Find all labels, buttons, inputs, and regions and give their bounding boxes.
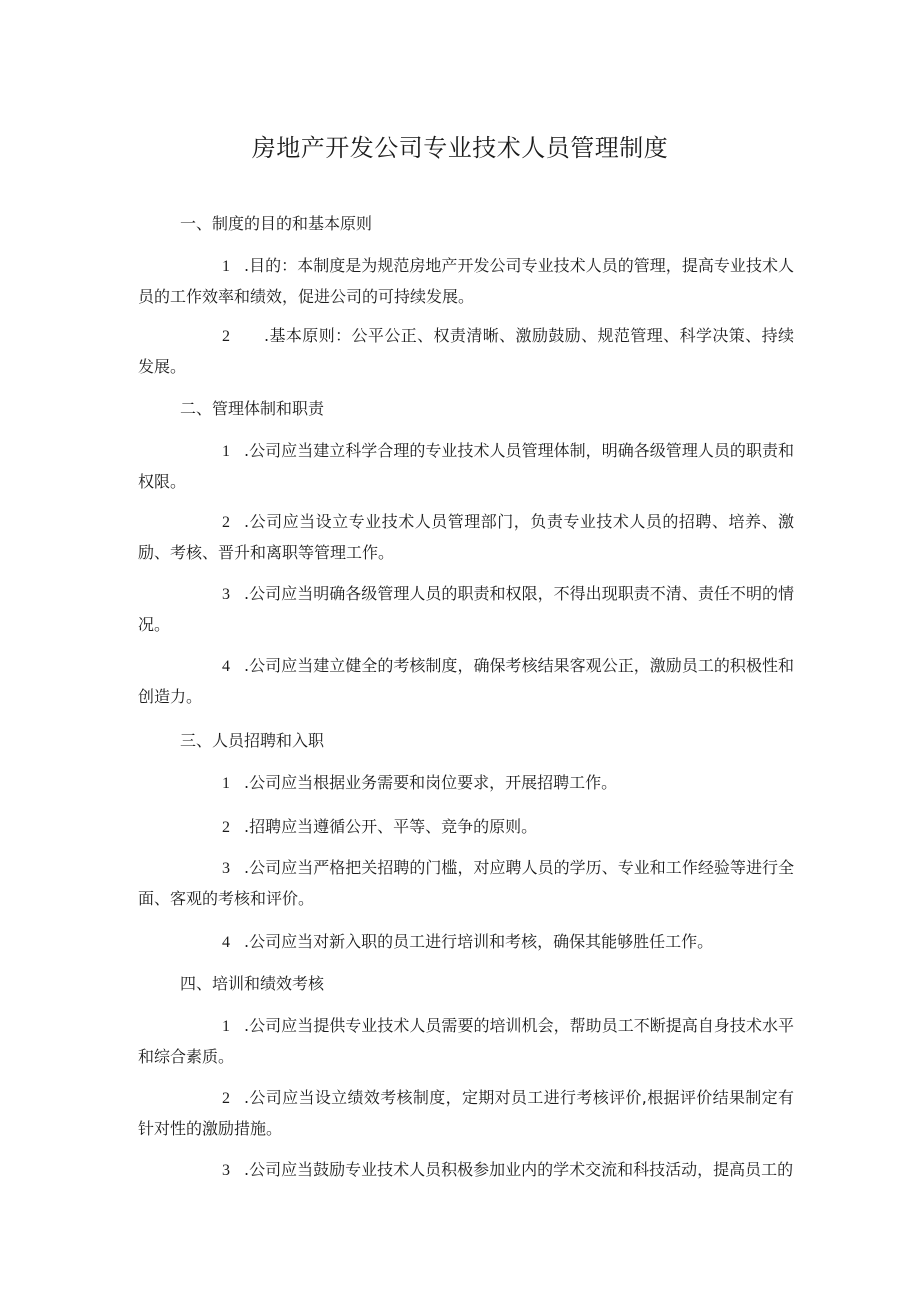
clause-text: .公司应当严格把关招聘的门槛，对应聘人员的学历、专业和工作经验等进行全面、客观的考核和评价。	[138, 858, 794, 908]
clause	[138, 579, 794, 640]
clause-number: 3	[222, 1162, 230, 1179]
clause	[138, 1083, 794, 1144]
clause-text: .公司应当对新入职的员工进行培训和考核，确保其能够胜任工作。	[244, 932, 714, 951]
clause-number: 2	[222, 1090, 230, 1107]
clause-number: 2	[222, 514, 230, 531]
section-heading: 二、管理体制和职责	[180, 399, 325, 418]
clause	[138, 927, 794, 958]
clause-number: 1	[222, 1018, 230, 1035]
clause-text: .公司应当设立绩效考核制度，定期对员工进行考核评价,根据评价结果制定有针对性的激励措施。	[138, 1088, 794, 1138]
clause-number: 2	[222, 328, 230, 345]
clause-text: .公司应当建立健全的考核制度，确保考核结果客观公正，激励员工的积极性和创造力。	[138, 656, 794, 706]
clause-number: 3	[222, 586, 230, 603]
clause-text: .公司应当明确各级管理人员的职责和权限，不得出现职责不清、责任不明的情况。	[138, 584, 794, 634]
clause-text: .公司应当根据业务需要和岗位要求，开展招聘工作。	[244, 773, 618, 792]
clause	[138, 321, 794, 382]
clause	[138, 812, 794, 843]
clause	[138, 853, 794, 914]
document-title: 房地产开发公司专业技术人员管理制度	[251, 134, 669, 162]
clause	[138, 651, 794, 712]
clause-number: 1	[222, 258, 230, 275]
clause-number: 4	[222, 658, 230, 675]
clause	[138, 507, 794, 568]
clause-text: .公司应当鼓励专业技术人员积极参加业内的学术交流和科技活动，提高员工的	[244, 1160, 794, 1179]
clause-text: .目的：本制度是为规范房地产开发公司专业技术人员的管理，提高专业技术人员的工作效率和绩效，促进公司的可持续发展。	[138, 256, 794, 306]
section-heading: 四、培训和绩效考核	[180, 974, 325, 993]
clause-number: 1	[222, 775, 230, 792]
clause-text: .基本原则：公平公正、权责清晰、激励鼓励、规范管理、科学决策、持续发展。	[138, 326, 794, 376]
clause	[138, 1155, 794, 1186]
clause-text: .公司应当设立专业技术人员管理部门，负责专业技术人员的招聘、培养、激励、考核、晋升和离职等管理工作。	[138, 512, 794, 562]
clause-text: .招聘应当遵循公开、平等、竞争的原则。	[244, 817, 538, 836]
clause	[138, 768, 794, 799]
clause	[138, 251, 794, 312]
clause-text: .公司应当建立科学合理的专业技术人员管理体制，明确各级管理人员的职责和权限。	[138, 441, 794, 491]
clause	[138, 1011, 794, 1072]
section-heading: 一、制度的目的和基本原则	[180, 214, 373, 233]
clause-text: .公司应当提供专业技术人员需要的培训机会，帮助员工不断提高自身技术水平和综合素质。	[138, 1016, 794, 1066]
section-heading: 三、人员招聘和入职	[180, 731, 325, 750]
clause-number: 3	[222, 860, 230, 877]
clause-number: 1	[222, 443, 230, 460]
clause-number: 2	[222, 819, 230, 836]
clause-number: 4	[222, 934, 230, 951]
clause	[138, 436, 794, 497]
